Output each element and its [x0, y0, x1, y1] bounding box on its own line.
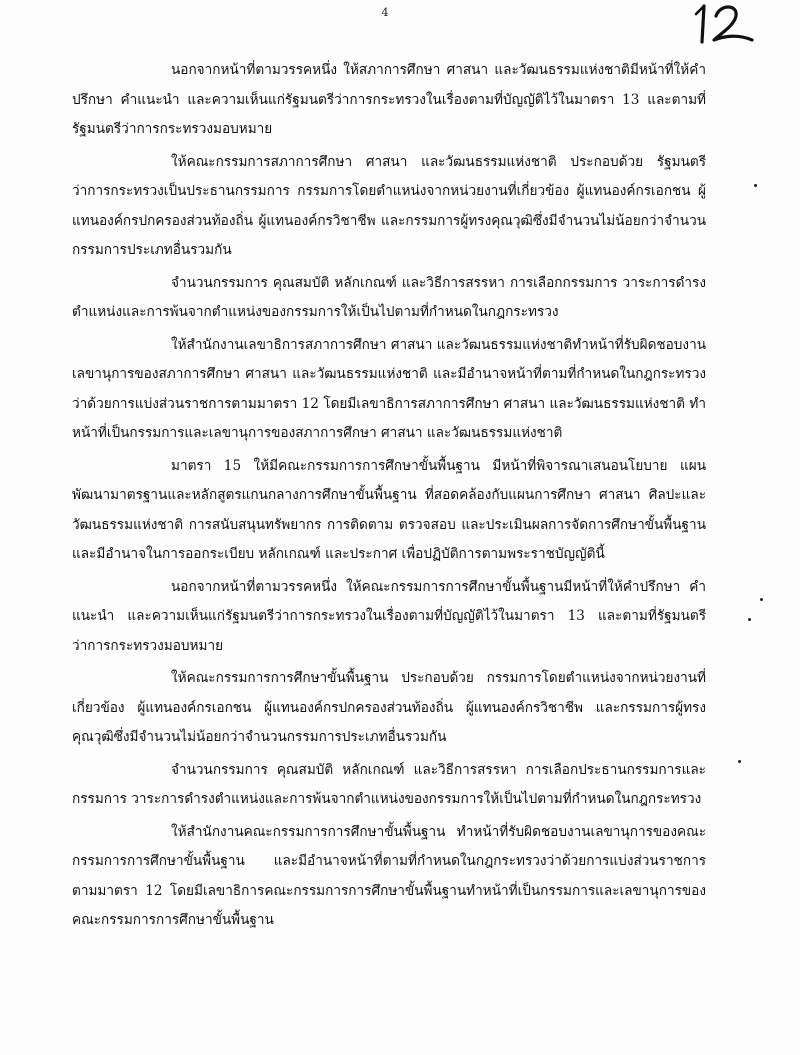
paragraph-4: ให้สำนักงานเลขาธิการสภาการศึกษา ศาสนา และวัฒนธรรมแห่งชาติทำหน้าที่รับผิดชอบงานเลขานุการของสภาการศึกษา ศาสนา และวัฒนธรรมแห่งชาติ และมีอำนาจหน้าที่ตามที่กำหนดในกฎกระทรวงว่าด้วยการแบ่งส่วนราชการตามมาตรา 12 โดยมีเลขาธิการสภาการศึกษา ศาสนา และวัฒนธรรมแห่งชาติ ทำหน้าที่เป็นกรรมการและเลขานุการของสภาการศึกษา ศาสนา และวัฒนธรรมแห่งชาติ — [72, 336, 706, 441]
page-number: 4 — [381, 6, 389, 19]
scan-speck — [738, 760, 741, 763]
document-body — [72, 56, 706, 936]
paragraph-8: จำนวนกรรมการ คุณสมบัติ หลักเกณฑ์ และวิธีการสรรหา การเลือกประธานกรรมการและกรรมการ วาระการดำรงตำแหน่งและการพ้นจากตำแหน่งของกรรมการให้เป็นไปตามที่กำหนดในกฎกระทรวง — [72, 761, 706, 807]
scan-speck — [748, 618, 751, 621]
paragraph-2: ให้คณะกรรมการสภาการศึกษา ศาสนา และวัฒนธรรมแห่งชาติ ประกอบด้วย รัฐมนตรีว่าการกระทรวงเป็นประธานกรรมการ กรรมการโดยตำแหน่งจากหน่วยงานที่เกี่ยวข้อง ผู้แทนองค์กรเอกชน ผู้แทนองค์กรปกครองส่วนท้องถิ่น ผู้แทนองค์กรวิชาชีพ และกรรมการผู้ทรงคุณวุฒิซึ่งมีจำนวนไม่น้อยกว่าจำนวนกรรมการประเภทอื่นรวมกัน — [72, 153, 706, 258]
scan-speck — [760, 598, 763, 601]
paragraph-6: นอกจากหน้าที่ตามวรรคหนึ่ง ให้คณะกรรมการการศึกษาขั้นพื้นฐานมีหน้าที่ให้คำปรึกษา คำแนะนำ และความเห็นแก่รัฐมนตรีว่าการกระทรวงในเรื่องตามที่บัญญัติไว้ในมาตรา 13 และตามที่รัฐมนตรีว่าการกระทรวงมอบหมาย — [72, 578, 706, 654]
paragraph-7: ให้คณะกรรมการการศึกษาขั้นพื้นฐาน ประกอบด้วย กรรมการโดยตำแหน่งจากหน่วยงานที่เกี่ยวข้อง ผู้แทนองค์กรเอกชน ผู้แทนองค์กรปกครองส่วนท้องถิ่น ผู้แทนองค์กรวิชาชีพ และกรรมการผู้ทรงคุณวุฒิซึ่งมีจำนวนไม่น้อยกว่าจำนวนกรรมการประเภทอื่นรวมกัน — [72, 670, 706, 745]
paragraph-3: จำนวนกรรมการ คุณสมบัติ หลักเกณฑ์ และวิธีการสรรหา การเลือกกรรมการ วาระการดำรงตำแหน่งและการพ้นจากตำแหน่งของกรรมการให้เป็นไปตามที่กำหนดในกฎกระทรวง — [72, 274, 706, 320]
paragraph-9: ให้สำนักงานคณะกรรมการการศึกษาขั้นพื้นฐาน ทำหน้าที่รับผิดชอบงานเลขานุการของคณะกรรมการการศึกษาขั้นพื้นฐาน และมีอำนาจหน้าที่ตามที่กำหนดในกฎกระทรวงว่าด้วยการแบ่งส่วนราชการตามมาตรา 12 โดยมีเลขาธิการคณะกรรมการการศึกษาขั้นพื้นฐานทำหน้าที่เป็นกรรมการและเลขานุการของคณะกรรมการการศึกษาขั้นพื้นฐาน — [72, 823, 706, 928]
paragraph-1: นอกจากหน้าที่ตามวรรคหนึ่ง ให้สภาการศึกษา ศาสนา และวัฒนธรรมแห่งชาติมีหน้าที่ให้คำปรึกษา คำแนะนำ และความเห็นแก่รัฐมนตรีว่าการกระทรวงในเรื่องตามที่บัญญัติไว้ในมาตรา 13 และตามที่รัฐมนตรีว่าการกระทรวงมอบหมาย — [72, 62, 706, 137]
paragraph-section-15: มาตรา 15 ให้มีคณะกรรมการการศึกษาขั้นพื้นฐาน มีหน้าที่พิจารณาเสนอนโยบาย แผนพัฒนามาตรฐานและหลักสูตรแกนกลางการศึกษาขั้นพื้นฐาน ที่สอดคล้องกับแผนการศึกษา ศาสนา ศิลปะและวัฒนธรรมแห่งชาติ การสนับสนุนทรัพยากร การติดตาม ตรวจสอบ และประเมินผลการจัดการศึกษาขั้นพื้นฐาน และมีอำนาจในการออกระเบียบ หลักเกณฑ์ และประกาศ เพื่อปฏิบัติการตามพระราชบัญญัตินี้ — [72, 457, 706, 562]
handwritten-page-mark — [690, 0, 760, 50]
scan-speck — [754, 184, 757, 187]
